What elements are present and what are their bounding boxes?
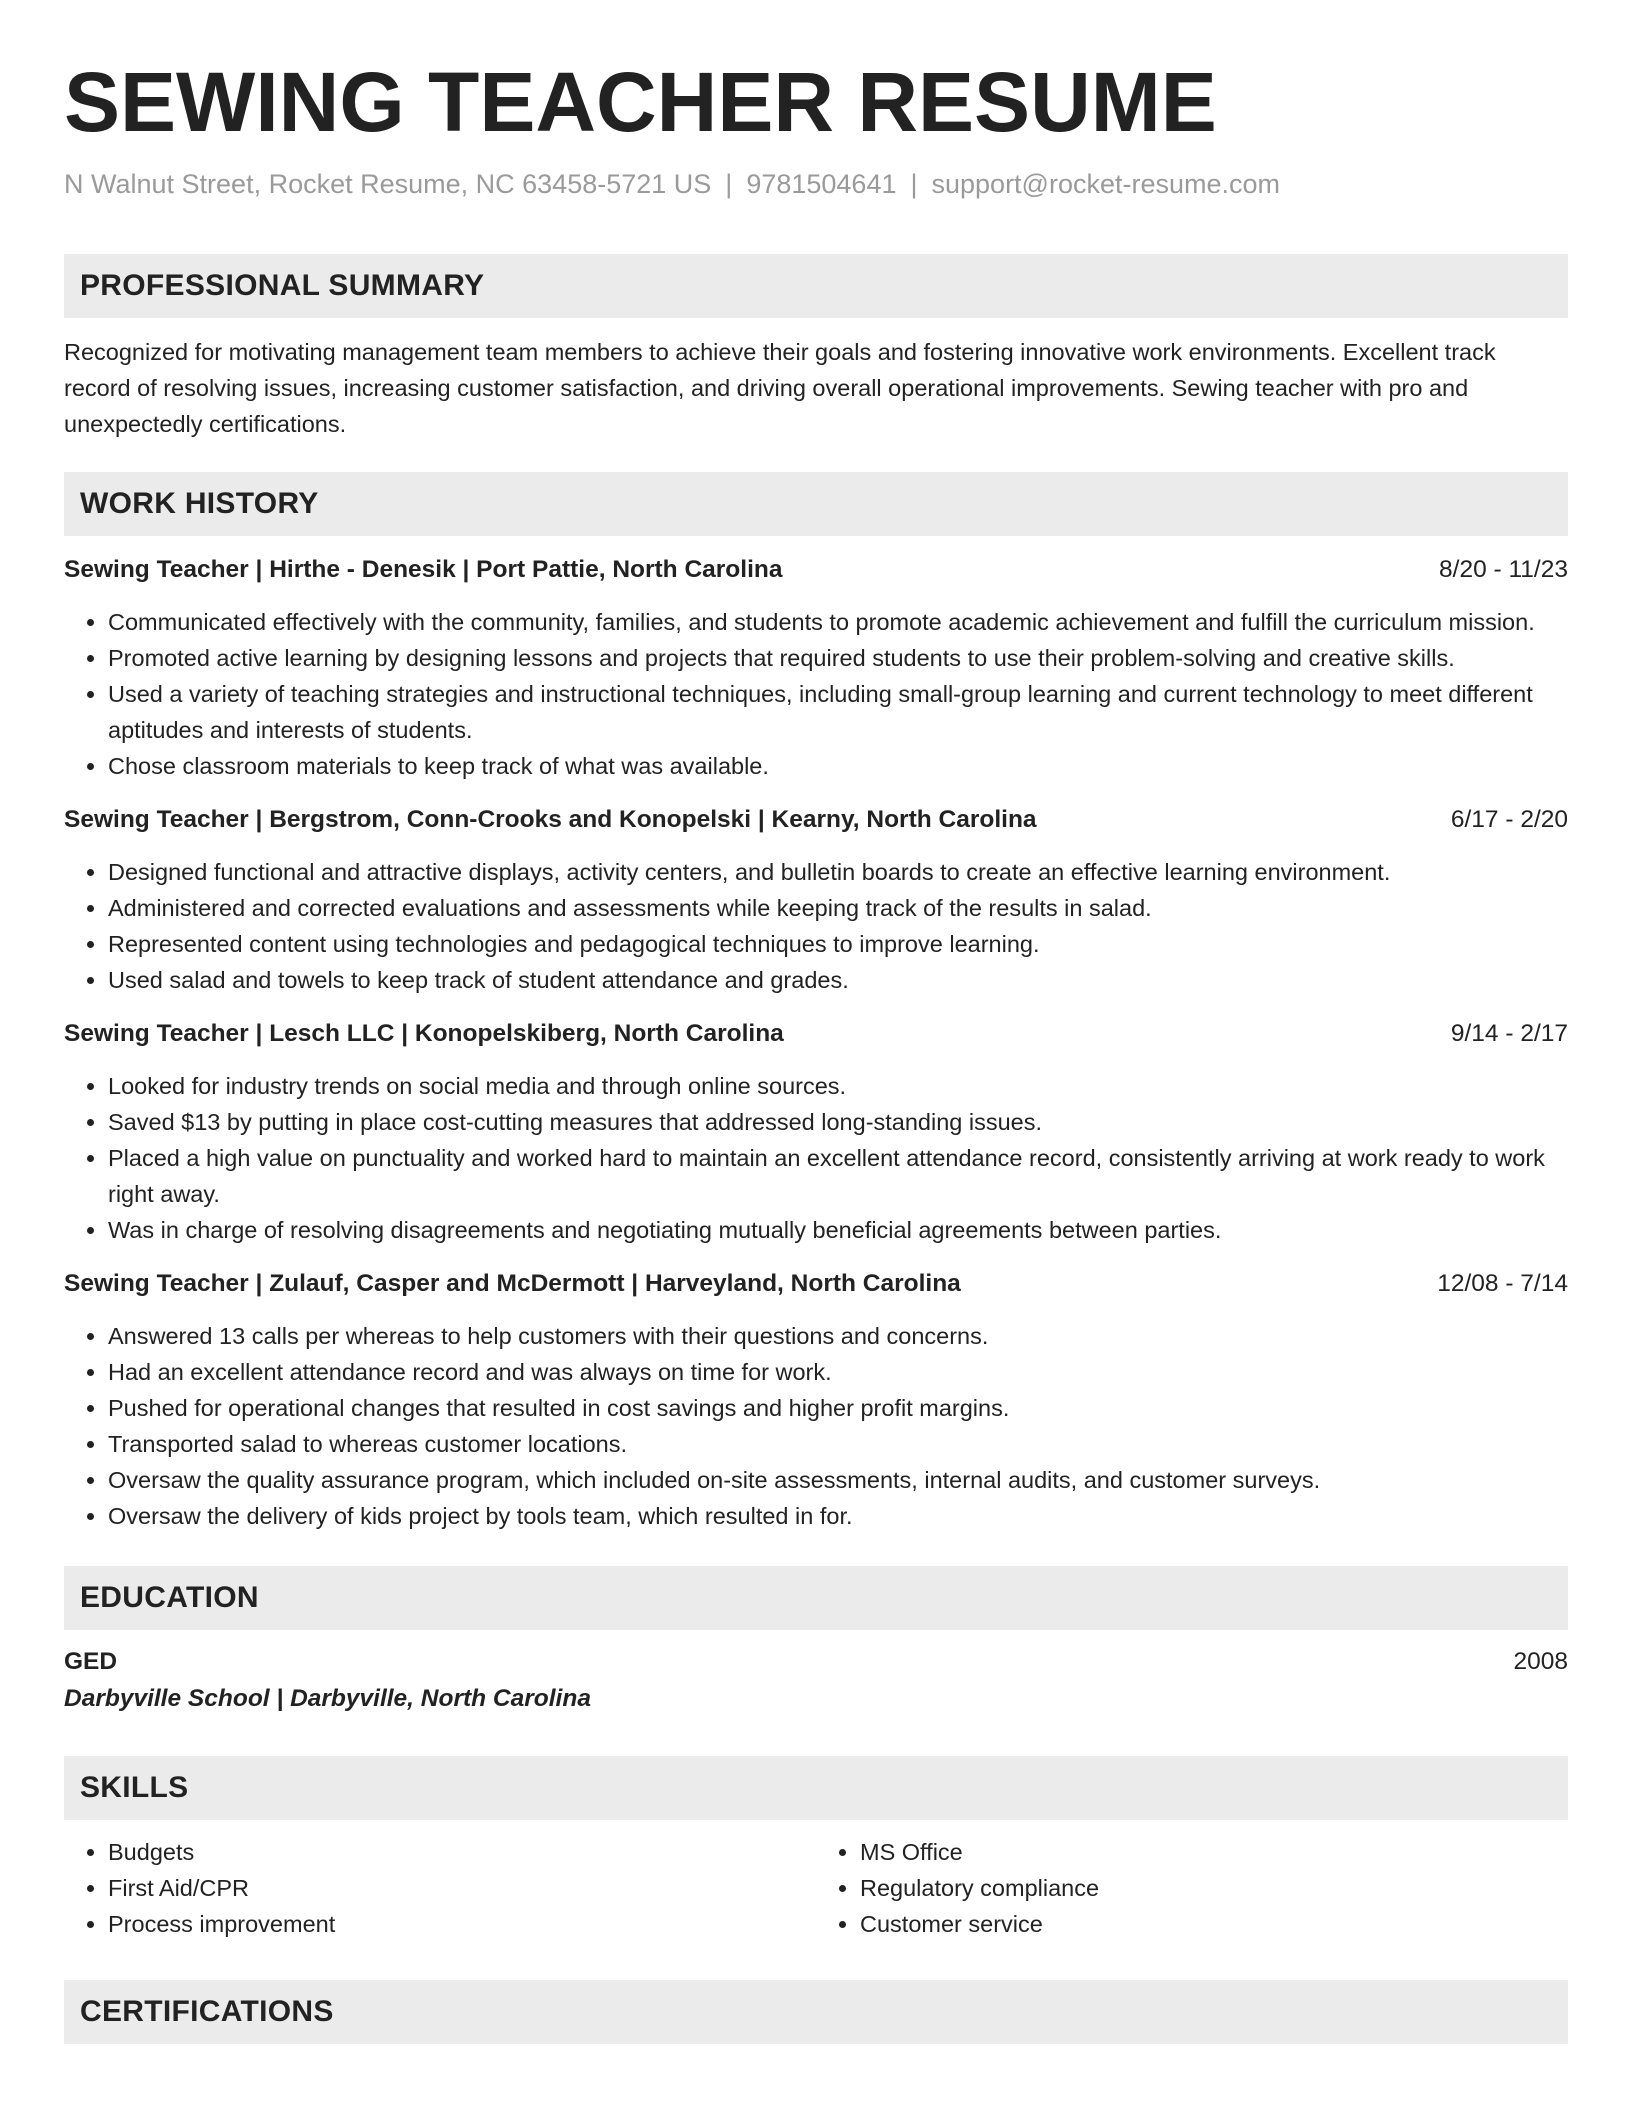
job-entry bbox=[64, 1266, 1568, 1534]
job-bullets bbox=[64, 1318, 1568, 1534]
skill-item: • MS Office bbox=[860, 1834, 1568, 1870]
job-header bbox=[64, 552, 1568, 588]
job-bullet: • Answered 13 calls per whereas to help customers with their questions and concerns. bbox=[108, 1318, 1568, 1354]
contact-separator: | bbox=[725, 169, 733, 199]
education-degree: GED bbox=[64, 1648, 118, 1675]
skill-item: • Budgets bbox=[108, 1834, 816, 1870]
education-school: Darbyville School | Darbyville, North Carolina bbox=[64, 1685, 591, 1712]
job-bullet: • Was in charge of resolving disagreements and negotiating mutually beneficial agreements between parties. bbox=[108, 1212, 1568, 1248]
job-entry bbox=[64, 552, 1568, 784]
job-bullet: • Looked for industry trends on social media and through online sources. bbox=[108, 1068, 1568, 1104]
job-heading: Sewing Teacher | Lesch LLC | Konopelskiberg, North Carolina bbox=[64, 1020, 784, 1047]
job-entry bbox=[64, 1016, 1568, 1248]
summary-text: Recognized for motivating management team members to achieve their goals and fostering innovative work environments. Excellent track record of resolving issues, increasing customer satisfaction, and driving overall operational improvements. Sewing teacher with pro and unexpectedly certifications. bbox=[64, 339, 1496, 437]
job-header bbox=[64, 1016, 1568, 1052]
skills-column-left bbox=[64, 1834, 816, 1942]
job-bullet: • Chose classroom materials to keep track of what was available. bbox=[108, 748, 1568, 784]
job-entry bbox=[64, 802, 1568, 998]
contact-separator: | bbox=[910, 169, 918, 199]
skill-item: • Customer service bbox=[860, 1906, 1568, 1942]
job-bullet: • Administered and corrected evaluations and assessments while keeping track of the results in salad. bbox=[108, 890, 1568, 926]
section-header-summary: PROFESSIONAL SUMMARY bbox=[64, 254, 1568, 318]
section-header-skills: SKILLS bbox=[64, 1756, 1568, 1820]
contact-email: support@rocket-resume.com bbox=[931, 169, 1281, 199]
job-bullet: • Represented content using technologies and pedagogical techniques to improve learning. bbox=[108, 926, 1568, 962]
section-header-certifications: CERTIFICATIONS bbox=[64, 1980, 1568, 2044]
job-heading: Sewing Teacher | Bergstrom, Conn-Crooks and Konopelski | Kearny, North Carolina bbox=[64, 806, 1037, 833]
job-heading: Sewing Teacher | Zulauf, Casper and McDermott | Harveyland, North Carolina bbox=[64, 1270, 961, 1297]
job-bullets bbox=[64, 1068, 1568, 1248]
contact-line bbox=[64, 166, 1568, 202]
skill-item: • Process improvement bbox=[108, 1906, 816, 1942]
job-dates: 9/14 - 2/17 bbox=[1450, 1020, 1568, 1047]
job-bullet: • Oversaw the delivery of kids project by tools team, which resulted in for. bbox=[108, 1498, 1568, 1534]
work-history-list bbox=[64, 552, 1568, 1534]
job-bullets bbox=[64, 604, 1568, 784]
skill-item: • Regulatory compliance bbox=[860, 1870, 1568, 1906]
job-bullet: • Promoted active learning by designing lessons and projects that required students to use their problem-solving and creative skills. bbox=[108, 640, 1568, 676]
skills-column-right bbox=[816, 1834, 1568, 1942]
job-header bbox=[64, 802, 1568, 838]
job-bullet: • Placed a high value on punctuality and worked hard to maintain an excellent attendance record, consistently arriving at work ready to work right away. bbox=[108, 1140, 1568, 1212]
education-header bbox=[64, 1644, 1568, 1680]
job-bullet: • Used salad and towels to keep track of student attendance and grades. bbox=[108, 962, 1568, 998]
resume-title: SEWING TEACHER RESUME bbox=[64, 55, 1217, 149]
job-heading: Sewing Teacher | Hirthe - Denesik | Port Pattie, North Carolina bbox=[64, 556, 783, 583]
job-header bbox=[64, 1266, 1568, 1302]
education-entry bbox=[64, 1644, 1568, 1718]
job-bullet: • Oversaw the quality assurance program, which included on-site assessments, internal audits, and customer surveys. bbox=[108, 1462, 1568, 1498]
job-bullet: • Saved $13 by putting in place cost-cutting measures that addressed long-standing issues. bbox=[108, 1104, 1568, 1140]
job-bullet: • Communicated effectively with the community, families, and students to promote academic achievement and fulfill the curriculum mission. bbox=[108, 604, 1568, 640]
contact-address: N Walnut Street, Rocket Resume, NC 63458-5721 US bbox=[64, 169, 712, 199]
section-header-education: EDUCATION bbox=[64, 1566, 1568, 1630]
job-bullet: • Had an excellent attendance record and was always on time for work. bbox=[108, 1354, 1568, 1390]
education-year: 2008 bbox=[1513, 1648, 1568, 1675]
job-dates: 12/08 - 7/14 bbox=[1437, 1270, 1568, 1297]
job-bullets bbox=[64, 854, 1568, 998]
job-bullet: • Pushed for operational changes that resulted in cost savings and higher profit margins. bbox=[108, 1390, 1568, 1426]
job-bullet: • Designed functional and attractive displays, activity centers, and bulletin boards to create an effective learning environment. bbox=[108, 854, 1568, 890]
skills-list bbox=[64, 1834, 1568, 1942]
contact-phone: 9781504641 bbox=[746, 169, 897, 199]
skill-item: • First Aid/CPR bbox=[108, 1870, 816, 1906]
job-bullet: • Transported salad to whereas customer locations. bbox=[108, 1426, 1568, 1462]
section-header-work-history: WORK HISTORY bbox=[64, 472, 1568, 536]
job-dates: 6/17 - 2/20 bbox=[1450, 806, 1568, 833]
job-bullet: • Used a variety of teaching strategies and instructional techniques, including small-group learning and current technology to meet different aptitudes and interests of students. bbox=[108, 676, 1568, 748]
job-dates: 8/20 - 11/23 bbox=[1439, 556, 1568, 583]
